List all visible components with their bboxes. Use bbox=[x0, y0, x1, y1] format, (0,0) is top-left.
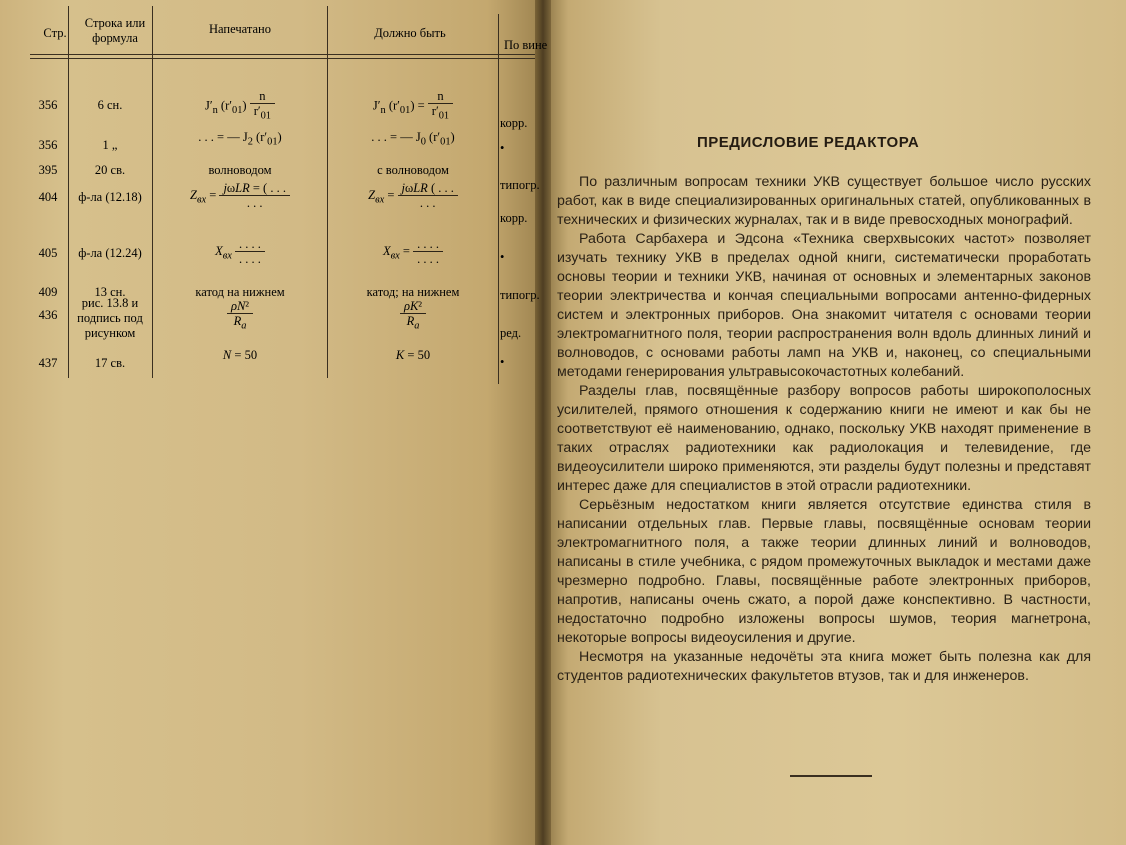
errata-line: 17 св. bbox=[94, 356, 126, 370]
header-printed: Напечатано bbox=[209, 22, 271, 36]
header-page: Стр. bbox=[43, 26, 67, 40]
errata-printed: $Z_{вх}$ = $\frac{\text{jωLR = ( . . .}}{. . .}$ bbox=[153, 182, 327, 210]
header-should-be: Должно быть bbox=[374, 26, 446, 40]
errata-should-be: с волноводом bbox=[377, 163, 449, 177]
errata-printed: катод на нижнем bbox=[195, 285, 285, 299]
paragraph-2: Работа Сарбахера и Эдсона «Техника сверхвысоких частот» позволяет изучать технику УКВ в пределах одной книги, систематически проработать основы теории и техники УКВ, начиная от основных и элементарных законов теории электричества и кончая специальными вопросами антенно-фидерных систем и электронных приборов. Она знакомит читателя с основами теории электромагнитного поля, теории распространения волн вдоль длинных линий и волноводов, с основами работы ламп на УКВ и, наконец, со специальными методами генерирования ультравысокочастотных колебаний. bbox=[557, 231, 1091, 380]
errata-page: 404 bbox=[38, 190, 58, 204]
errata-line: 1 „ bbox=[102, 138, 118, 152]
errata-fault: корр. bbox=[500, 211, 528, 225]
errata-printed: $J'_n$ $(r'_{01})$ $\frac{n}{r'_{01}}$ bbox=[153, 90, 327, 124]
errata-line: 20 св. bbox=[94, 163, 126, 177]
preface-body bbox=[557, 173, 1091, 686]
paragraph-1: По различным вопросам техники УКВ существует большое число русских работ, как в виде специализированных оригинальных статей, опубликованных в технических и физических журналах, так и в виде превосходных монографий. bbox=[557, 174, 1091, 228]
errata-fault: • bbox=[500, 141, 505, 155]
errata-page: 409 bbox=[38, 285, 58, 299]
errata-printed: $\frac{\text{ρN²}}{R_a}$ bbox=[153, 300, 327, 334]
errata-line-part: рисунком bbox=[84, 326, 136, 340]
paragraph-4: Серьёзным недостатком книги является отсутствие единства стиля в написании отдельных глав. Первые главы, посвящённые основам теории электромагнитного поля, а также теории длинных линий и волноводов, написаны в стиле учебника, с рядом промежуточных выкладок и местами даже чрезмерно подробно. Главы, посвящённые работе электронных приборов, напротив, написаны очень сжато, а порой даже конспективно. В частности, недостаточно подробно изложены вопросы шумов, теория магнетрона, некоторые вопросы видеоусиления и другие. bbox=[557, 497, 1091, 646]
errata-should-be: $\frac{\text{ρK²}}{R_a}$ bbox=[328, 300, 498, 334]
errata-should-be: катод; на нижнем bbox=[366, 285, 460, 299]
errata-should-be: K = 50 bbox=[395, 348, 431, 362]
errata-fault: корр. bbox=[500, 116, 528, 130]
errata-printed: . . . = — $J_2$ $(r'_{01})$ bbox=[198, 130, 282, 148]
errata-printed: $X_{вх}$ $\frac{. . . .}{. . . .}$ bbox=[153, 238, 327, 266]
errata-table bbox=[30, 6, 550, 386]
header-fault: По вине bbox=[504, 38, 548, 52]
errata-page: 436 bbox=[38, 308, 58, 322]
errata-line: ф-ла (12.24) bbox=[78, 246, 142, 260]
errata-printed: волноводом bbox=[208, 163, 272, 177]
errata-line: ф-ла (12.18) bbox=[78, 190, 142, 204]
errata-printed: N = 50 bbox=[222, 348, 258, 362]
errata-page: 356 bbox=[38, 138, 58, 152]
errata-page: 395 bbox=[38, 163, 58, 177]
errata-page: 405 bbox=[38, 246, 58, 260]
errata-fault: • bbox=[500, 250, 505, 264]
errata-should-be: $X_{вх}$ = $\frac{. . . .}{. . . .}$ bbox=[328, 238, 498, 266]
preface-title: ПРЕДИСЛОВИЕ РЕДАКТОРА bbox=[697, 134, 920, 151]
errata-page: 356 bbox=[38, 98, 58, 112]
errata-line bbox=[68, 296, 152, 341]
errata-should-be: . . . = — $J_0$ $(r'_{01})$ bbox=[371, 130, 455, 148]
paragraph-3: Разделы глав, посвящённые разбору вопросов работы широкополосных усилителей, прямого отношения к содержанию книги не имеют и как бы не соответствуют её наименованию, однако, поскольку УКВ находят применение в таких отраслях радиотехники как радиолокация и телевидение, где видеоусилители широко применяются, эти разделы будут полезны и представят интерес даже для специалистов в этой отрасли радиотехники. bbox=[557, 383, 1091, 494]
errata-line-part: рис. 13.8 и bbox=[81, 296, 139, 310]
paragraph-5: Несмотря на указанные недочёты эта книга может быть полезна как для студентов радиотехнических факультетов втузов, так и для инженеров. bbox=[557, 649, 1091, 684]
errata-should-be: $J'_n$ $(r'_{01})$ = $\frac{n}{r'_{01}}$ bbox=[328, 90, 498, 124]
errata-fault: типогр. bbox=[500, 288, 540, 302]
errata-fault: ред. bbox=[500, 326, 522, 340]
header-line: Строка или формула bbox=[84, 16, 146, 45]
errata-line-part: подпись под bbox=[77, 311, 143, 325]
errata-fault: • bbox=[500, 355, 505, 369]
errata-line: 6 сн. bbox=[97, 98, 123, 112]
errata-fault: типогр. bbox=[500, 178, 540, 192]
closing-rule bbox=[790, 775, 872, 777]
errata-page: 437 bbox=[38, 356, 58, 370]
errata-line: 13 сн. bbox=[94, 285, 126, 299]
errata-should-be: $Z_{вх}$ = $\frac{\text{jωLR ( . . .}}{. . .}$ bbox=[328, 182, 498, 210]
